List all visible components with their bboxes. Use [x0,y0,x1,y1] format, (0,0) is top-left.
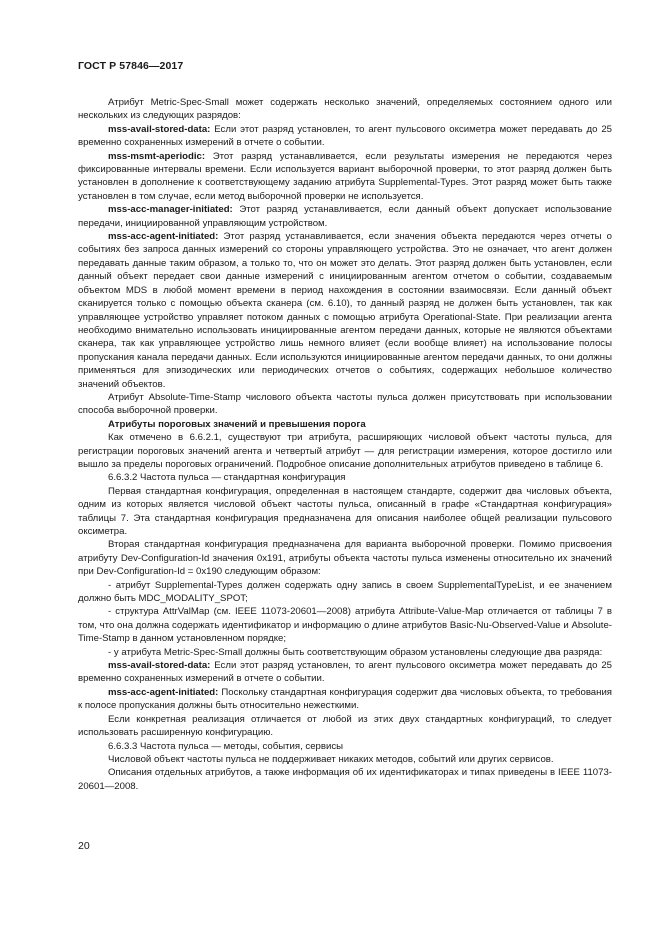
document-header: ГОСТ Р 57846—2017 [78,60,184,72]
paragraph: Числовой объект частоты пульса не поддерживает никаких методов, событий или других сервисов. [108,753,554,765]
term: mss-acc-agent-initiated: [108,231,219,243]
paragraph: mss-avail-stored-data: Если этот разряд установлен, то агент пульсового оксиметра может передавать до 25 временно сохраненных измерений в отчете о событии. [78,123,612,149]
subsection-title: 6.6.3.3 Частота пульса — методы, события, сервисы [108,740,344,752]
page-number: 20 [78,840,90,852]
list-item: - атрибут Supplemental-Types должен содержать одну запись в своем SupplementalTypeList, и ее значением должно быть MDC_MODALITY_SPOT; [78,579,612,605]
paragraph: Вторая стандартная конфигурация предназначена для варианта выборочной проверки. Помимо присвоения атрибуту Dev-Configuration-Id значения 0x191, атрибуты объекта частоты пульса изменены относительно их значений при Dev-Configuration-Id = 0x190 следующим образом: [78,539,612,578]
term: mss-acc-agent-initiated: [108,686,219,698]
list-item: - структура AttrValMap (см. IEEE 11073-20601—2008) атрибута Attribute-Value-Map отличается от таблицы 7 в том, что она должна содержать идентификатор и информацию о длине атрибутов Basic-Nu-Observed-Value и Absolute-Time-Stamp в данном установленном порядке; [78,606,612,645]
subsection-title: 6.6.3.2 Частота пульса — стандартная конфигурация [108,472,346,484]
paragraph: mss-acc-manager-initiated: Этот разряд устанавливается, если данный объект допускает использование передачи, инициированной управляющим устройством. [78,204,612,229]
paragraph: Первая стандартная конфигурация, определенная в настоящем стандарте, содержит два числовых объекта, одним из которых является числовой объект частоты пульса, описанный в графе «Стандартная конфигурация» таблицы 7. Эта стандартная конфигурация предназначена для описания наиболее общей реализации пульсового оксиметра. [78,485,612,537]
paragraph: Атрибут Absolute-Time-Stamp числового объекта частоты пульса должен присутствовать при использовании способа выборочной проверки. [78,391,612,417]
paragraph: mss-avail-stored-data: Если этот разряд установлен, то агент пульсового оксиметра может передавать до 25 временно сохраненных измерений в отчете о событии. [78,660,612,685]
list-item: - у атрибута Metric-Spec-Small должны быть соответствующим образом установлены следующие два разряда: [108,646,603,658]
term: mss-acc-manager-initiated: [108,204,233,216]
paragraph: mss-acc-agent-initiated: Этот разряд устанавливается, если значения объекта передаются через отчеты о событиях без запроса данных измерений со стороны управляющего устройства. Это не означает, что агент должен передавать данные таким образом, а только то, что он может это делать. Этот разряд должен быть установлен, если данный объект передает свои данные измерений с инициированным агентом отчетом о событии, создаваемым объектом MDS в любой момент времени в период нахождения в состоянии взаимосвязи. Если данный объект сканируется только с помощью объекта сканера (см. 6.10), то данный разряд не должен быть установлен, так как управляющее устройство управляет потоком данных с помощью атрибута Operational-State. При реализации агента необходимо внимательно использовать инициированные агентом передачи данных, которые не являются объектами сканера, так как управляющее устройство лишь немного влияет (если вообще влияет) на использование полосы пропускания канала передачи данных. Если используются инициированные агентом передачи данных, то они должны применяться для эпизодических или периодических отчетов о событиях, содержащих небольшое количество значений объектов. [78,231,612,390]
document-body [78,96,612,793]
term: mss-msmt-aperiodic: [108,150,206,162]
paragraph: Описания отдельных атрибутов, а также информация об их идентификаторах и типах приведены в IEEE 11073-20601—2008. [78,767,612,792]
paragraph: Атрибут Metric-Spec-Small может содержать несколько значений, определяемых состоянием одного или нескольких из следующих разрядов: [78,97,612,122]
term: mss-avail-stored-data: [108,660,211,672]
term: mss-avail-stored-data: [108,123,211,135]
paragraph: Если конкретная реализация отличается от любой из этих двух стандартных конфигураций, то следует использовать расширенную конфигурацию. [78,713,612,739]
paragraph: Как отмечено в 6.6.2.1, существуют три атрибута, расширяющих числовой объект частоты пульса, для регистрации пороговых значений агента и четвертый атрибут — для регистрации измерения, которое достигло или вышло за пределы пороговых ограничений. Подробное описание дополнительных атрибутов приведено в таблице 6. [78,432,612,470]
paragraph: mss-msmt-aperiodic: Этот разряд устанавливается, если результаты измерения не передаются через фиксированные интервалы времени. Если используется вариант выборочной проверки, то этот разряд должен быть установлен в дополнение к соответствующему заданию атрибута Supplemental-Types. Этот разряд может быть также установлен в том случае, если метод выборочной проверки не используется. [78,150,612,202]
section-heading: Атрибуты пороговых значений и превышения порога [108,418,366,430]
paragraph: mss-acc-agent-initiated: Поскольку стандартная конфигурация содержит два числовых объекта, то требования к полосе пропускания должны быть относительно нежесткими. [78,686,612,712]
